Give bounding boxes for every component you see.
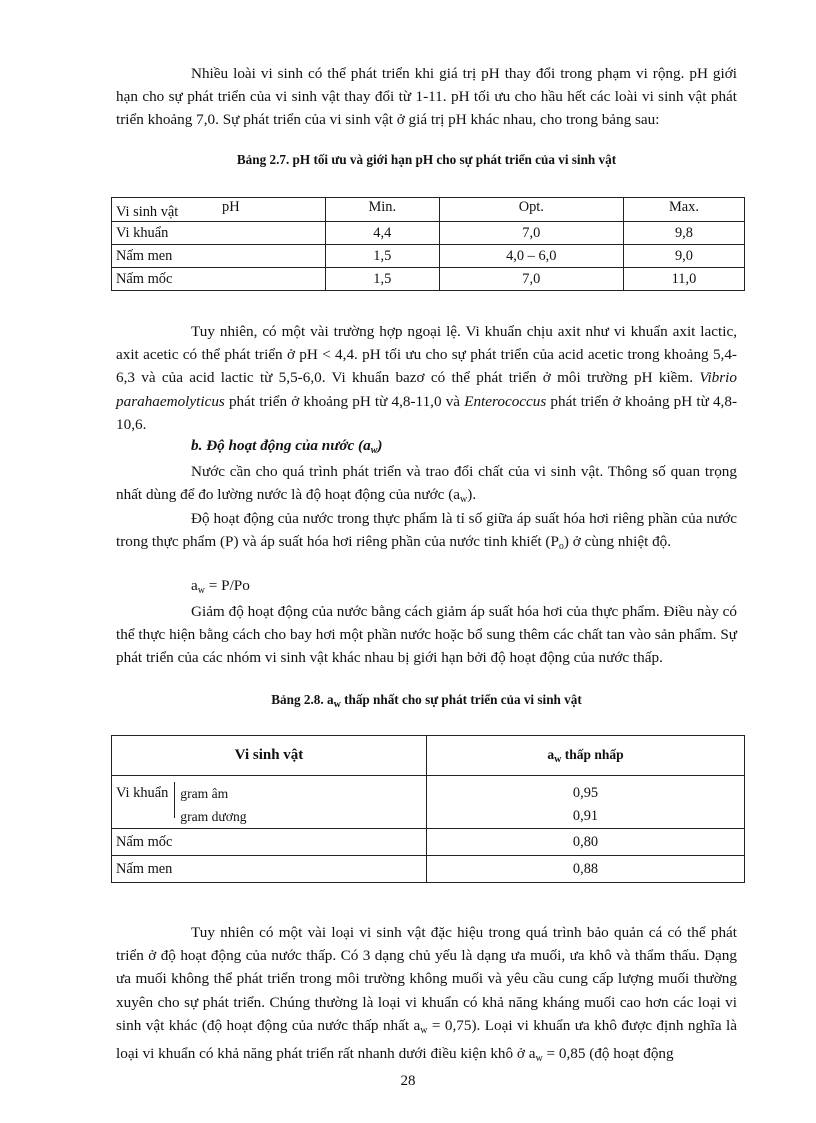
gram-negative-value: 0,95: [572, 785, 599, 801]
header-aw: $a_w$ thấp nhấp: [427, 736, 745, 776]
row-organism: Nấm mốc: [112, 829, 427, 856]
row-opt: 7,0: [439, 268, 623, 291]
row-min: 1,5: [326, 268, 440, 291]
header-organism: Vi sinh vật: [112, 736, 427, 776]
paragraph-water-intro: Nước cần cho quá trình phát triển và trao đổi chất của vi sinh vật. Thông số quan trọng nhất dùng để đo lường nước là độ hoạt động của nước $(a_w)$.: [116, 463, 737, 506]
header-max: Max.: [623, 198, 744, 222]
row-min: 4,4: [326, 222, 440, 245]
paragraph-special-microbes: Tuy nhiên có một vài loại vi sinh vật đặc hiệu trong quá trình bảo quản cá có thể phát triển ở độ hoạt động của nước thấp. Có 3 dạng chủ yếu là dạng ưa muối, ưa khô và thẩm thấu. Dạng ưa muối không thể phát triển trong môi trường không muối và yêu cầu cung cấp lượng muối thường xuyên cho sự phát triển. Chúng thường là loại vi khuẩn có khả năng kháng muối cao hơn các loại vi sinh vật khác (độ hoạt động của nước thấp nhất $a_w = 0,75$). Loại vi khuẩn ưa khô được định nghĩa là loại vi khuẩn có khả năng phát triển rất nhanh dưới điều kiện khô ở $a_w = 0,85$ (độ hoạt động: [116, 924, 737, 1065]
table-row: [112, 245, 745, 268]
row-max: 11,0: [623, 268, 744, 291]
gram-positive-label: gram dương: [180, 809, 247, 824]
header-opt: Opt.: [439, 198, 623, 222]
table-2-8-caption: Bảng 2.8. $a_w$ thấp nhất cho sự phát triển của vi sinh vật: [271, 692, 582, 710]
brace-bracket: [174, 782, 178, 818]
row-organism: Nấm men: [112, 856, 427, 883]
table-row: [112, 268, 745, 291]
formula-aw: $a_w = P/Po$: [191, 577, 250, 596]
row-min: 1,5: [326, 245, 440, 268]
row-opt: 7,0: [439, 222, 623, 245]
table-row: [112, 222, 745, 245]
table-2-7-caption: Bảng 2.7. pH tối ưu và giới hạn pH cho sự phát triển của vi sinh vật: [236, 152, 617, 167]
table-row: [112, 856, 745, 883]
corner-ph-label: pH: [222, 199, 240, 215]
table-header-row: [112, 736, 745, 776]
paragraph-ph-intro: Nhiều loài vi sinh có thể phát triển khi giá trị pH thay đổi trong phạm vi rộng. pH giới hạn cho sự phát triển của vi sinh vật thay đổi từ 1-11. pH tối ưu cho hầu hết các loài vi sinh vật phát triển khoảng 7,0. Sự phát triển của vi sinh vật ở giá trị pH khác nhau, cho trong bảng sau:: [116, 65, 737, 129]
gram-positive-value: 0,91: [572, 808, 599, 824]
row-organism: Nấm men: [112, 245, 326, 268]
row-max: 9,0: [623, 245, 744, 268]
bacteria-label: Vi khuẩn: [116, 785, 169, 801]
page-number: 28: [400, 1073, 416, 1089]
table-corner-cell: [112, 198, 326, 222]
row-organism: Nấm mốc: [112, 268, 326, 291]
table-header-row: [112, 198, 745, 222]
table-2-8: [111, 735, 745, 883]
paragraph-water-definition: Độ hoạt động của nước trong thực phẩm là tỉ số giữa áp suất hóa hơi riêng phần của nước trong thực phẩm (P) và áp suất hóa hơi riêng phần của nước tinh khiết $(P_o)$ ở cùng nhiệt độ.: [116, 510, 737, 553]
row-organism: Vi khuẩn: [112, 222, 326, 245]
species-enterococcus: Enterococcus: [464, 392, 547, 410]
row-value: 0,80: [427, 829, 745, 856]
section-heading-water-activity: b. Độ hoạt động của nước $(a_w)$: [191, 437, 383, 456]
table-row-bacteria: [112, 776, 745, 829]
gram-negative-label: gram âm: [180, 786, 229, 801]
row-opt: 4,0 – 6,0: [439, 245, 623, 268]
table-row: [112, 829, 745, 856]
bacteria-cell: [112, 776, 427, 829]
table-2-7: [111, 197, 745, 291]
row-value: 0,88: [427, 856, 745, 883]
species-vibrio: Vibrio parahaemolyticus: [116, 369, 737, 410]
bacteria-values: [427, 776, 745, 829]
corner-organism-label: Vi sinh vật: [116, 204, 179, 220]
paragraph-reduce-aw: Giảm độ hoạt động của nước bằng cách giảm áp suất hóa hơi của thực phẩm. Điều này có thể thực hiện bằng cách cho bay hơi một phần nước hoặc bổ sung thêm các chất tan vào sản phẩm. Sự phát triển của các nhóm vi sinh vật khác nhau bị giới hạn bởi độ hoạt động của nước thấp.: [116, 603, 737, 667]
row-max: 9,8: [623, 222, 744, 245]
paragraph-ph-exceptions: Tuy nhiên, có một vài trường hợp ngoại lệ. Vi khuẩn chịu axit như vi khuẩn axit lactic, axit acetic có thể phát triển ở pH < 4,4. pH tối ưu cho sự phát triển của acid acetic trong khoảng 5,4-6,3 và của acid lactic từ 5,5-6,0. Vi khuẩn bazơ có thể phát triển ở môi trường pH kiềm. Vibrio parahaemolyticus phát triển ở khoảng pH từ 4,8-11,0 và Enterococcus phát triển ở khoảng pH từ 4,8-10,6.: [116, 323, 738, 433]
header-min: Min.: [326, 198, 440, 222]
